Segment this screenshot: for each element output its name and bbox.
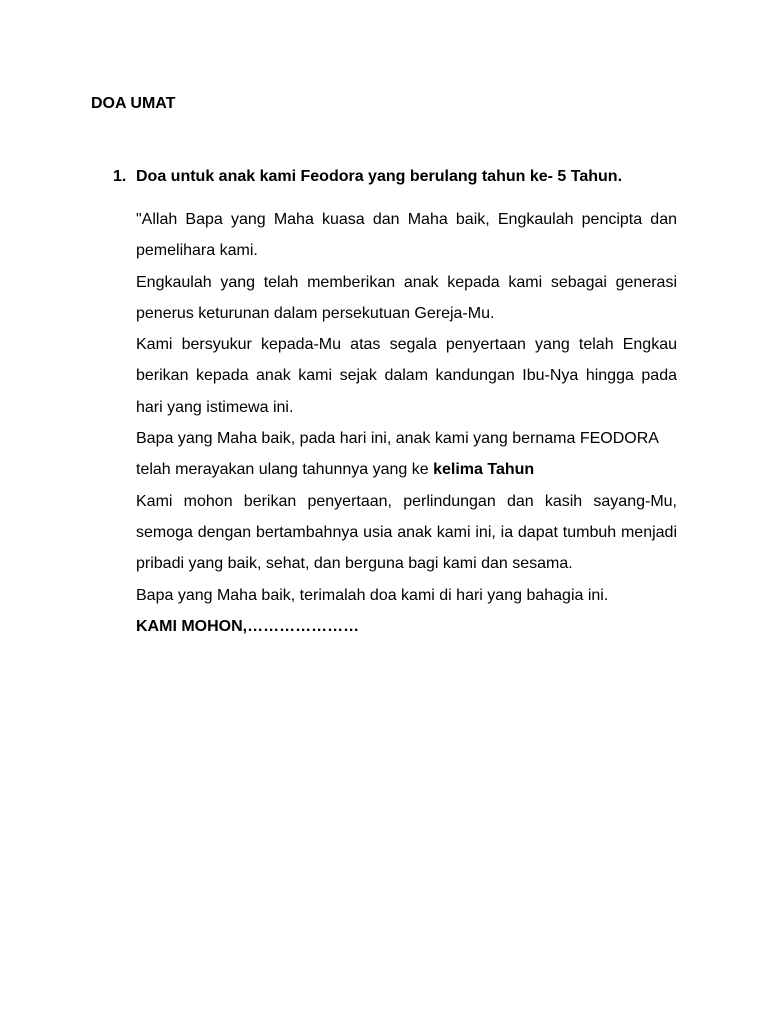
- prayer-item-title: Doa untuk anak kami Feodora yang berulang tahun ke- 5 Tahun.: [136, 168, 623, 185]
- prayer-paragraph-text: Bapa yang Maha baik, pada hari ini, anak kami yang bernama FEODORA telah merayakan ulang tahunnya yang ke: [136, 430, 659, 479]
- prayer-paragraph: Kami bersyukur kepada-Mu atas segala penyertaan yang telah Engkau berikan kepada anak kami sejak dalam kandungan Ibu-Nya hingga pada hari yang istimewa ini.: [136, 336, 677, 416]
- prayer-closing: KAMI MOHON,…………………: [136, 617, 360, 635]
- list-number: 1.: [113, 168, 127, 185]
- prayer-paragraph: Kami mohon berikan penyertaan, perlindungan dan kasih sayang-Mu, semoga dengan bertambahnya usia anak kami ini, ia dapat tumbuh menjadi pribadi yang baik, sehat, dan berguna bagi kami dan sesama.: [136, 492, 677, 573]
- prayer-paragraph: Engkaulah yang telah memberikan anak kepada kami sebagai generasi penerus keturunan dalam persekutuan Gereja-Mu.: [136, 273, 677, 322]
- prayer-paragraph: [136, 423, 677, 486]
- prayer-body: [136, 204, 677, 642]
- emphasis-text: kelima Tahun: [433, 461, 535, 479]
- prayer-paragraph: "Allah Bapa yang Maha kuasa dan Maha baik, Engkaulah pencipta dan pemelihara kami.: [136, 211, 677, 260]
- prayer-paragraph: Bapa yang Maha baik, terimalah doa kami di hari yang bahagia ini.: [136, 586, 609, 604]
- prayer-item-heading: [113, 167, 693, 187]
- document-title: DOA UMAT: [91, 95, 176, 112]
